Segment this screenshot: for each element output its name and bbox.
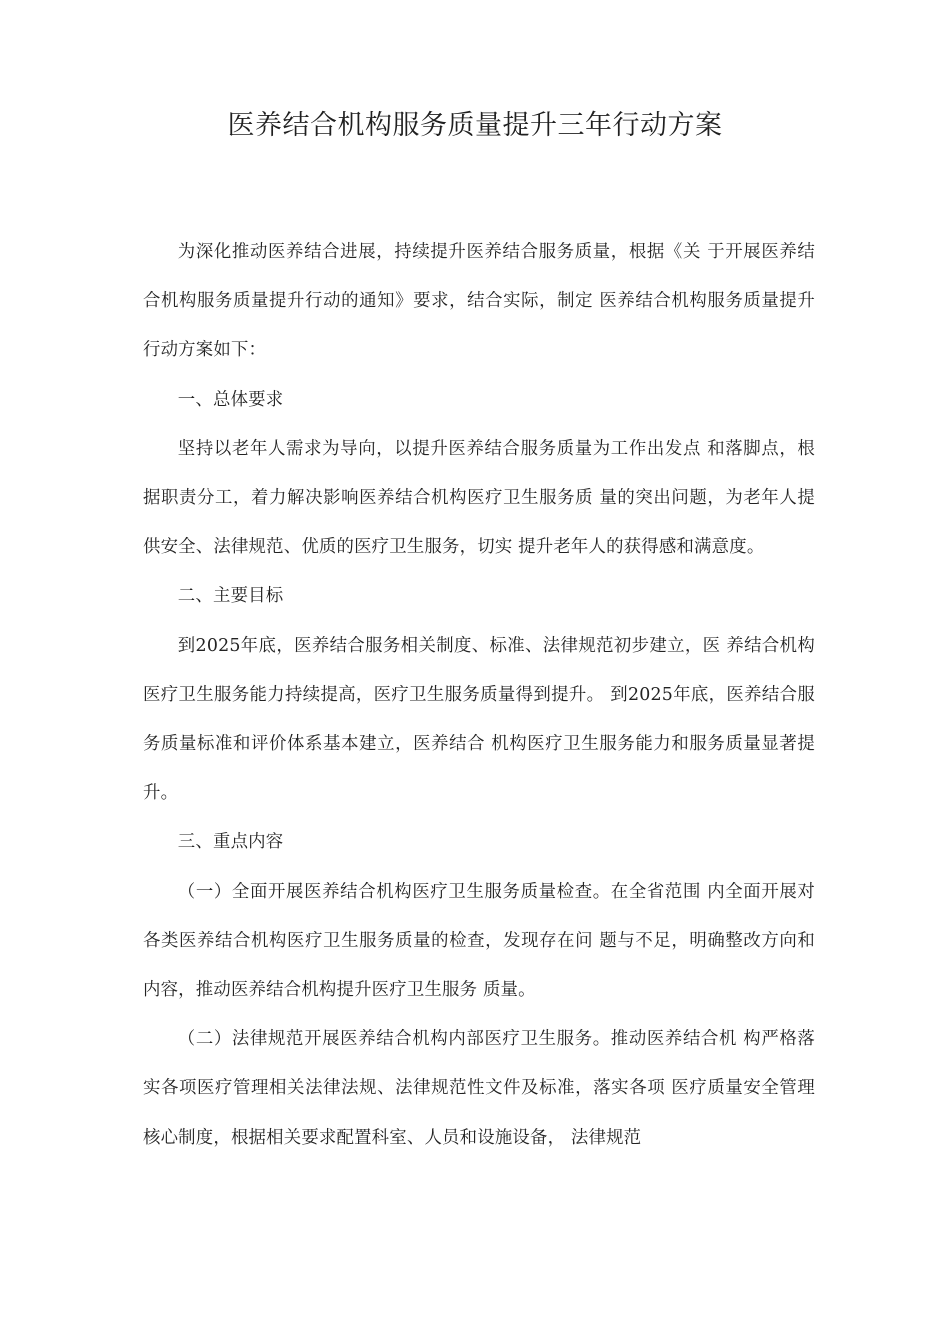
section-2-paragraph: 到2025年底，医养结合服务相关制度、标准、法律规范初步建立，医 养结合机构医疗卫生服务能力持续提高，医疗卫生服务质量得到提升。 到2025年底，医养结合服务质量标准和评价体系基本建立，医养结合 机构医疗卫生服务能力和服务质量显著提升。 xyxy=(143,635,815,804)
section-heading-1: 一、总体要求 xyxy=(177,389,284,410)
section-heading-3: 三、重点内容 xyxy=(177,832,284,853)
intro-paragraph: 为深化推动医养结合进展，持续提升医养结合服务质量，根据《关 于开展医养结合机构服务质量提升行动的通知》要求，结合实际，制定 医养结合机构服务质量提升行动方案如下： xyxy=(143,242,815,361)
section-3-item-1-paragraph: （一）全面开展医养结合机构医疗卫生服务质量检查。在全省范围 内全面开展对各类医养结合机构医疗卫生服务质量的检查，发现存在问 题与不足，明确整改方向和内容，推动医养结合机构提升医疗卫生服务 质量。 xyxy=(143,881,815,1001)
section-3-item-2-paragraph: （二）法律规范开展医养结合机构内部医疗卫生服务。推动医养结合机 构严格落实各项医疗管理相关法律法规、法律规范性文件及标准，落实各项 医疗质量安全管理核心制度，根据相关要求配置科室、人员和设施设备， 法律规范 xyxy=(143,1029,815,1148)
section-1-paragraph: 坚持以老年人需求为导向，以提升医养结合服务质量为工作出发点 和落脚点，根据职责分工，着力解决影响医养结合机构医疗卫生服务质 量的突出问题，为老年人提供安全、法律规范、优质的医疗卫生服务，切实 提升老年人的获得感和满意度。 xyxy=(143,438,815,558)
document-body xyxy=(143,228,815,1163)
section-heading-2: 二、主要目标 xyxy=(177,586,284,607)
document-title: 医养结合机构服务质量提升三年行动方案 xyxy=(227,110,723,141)
